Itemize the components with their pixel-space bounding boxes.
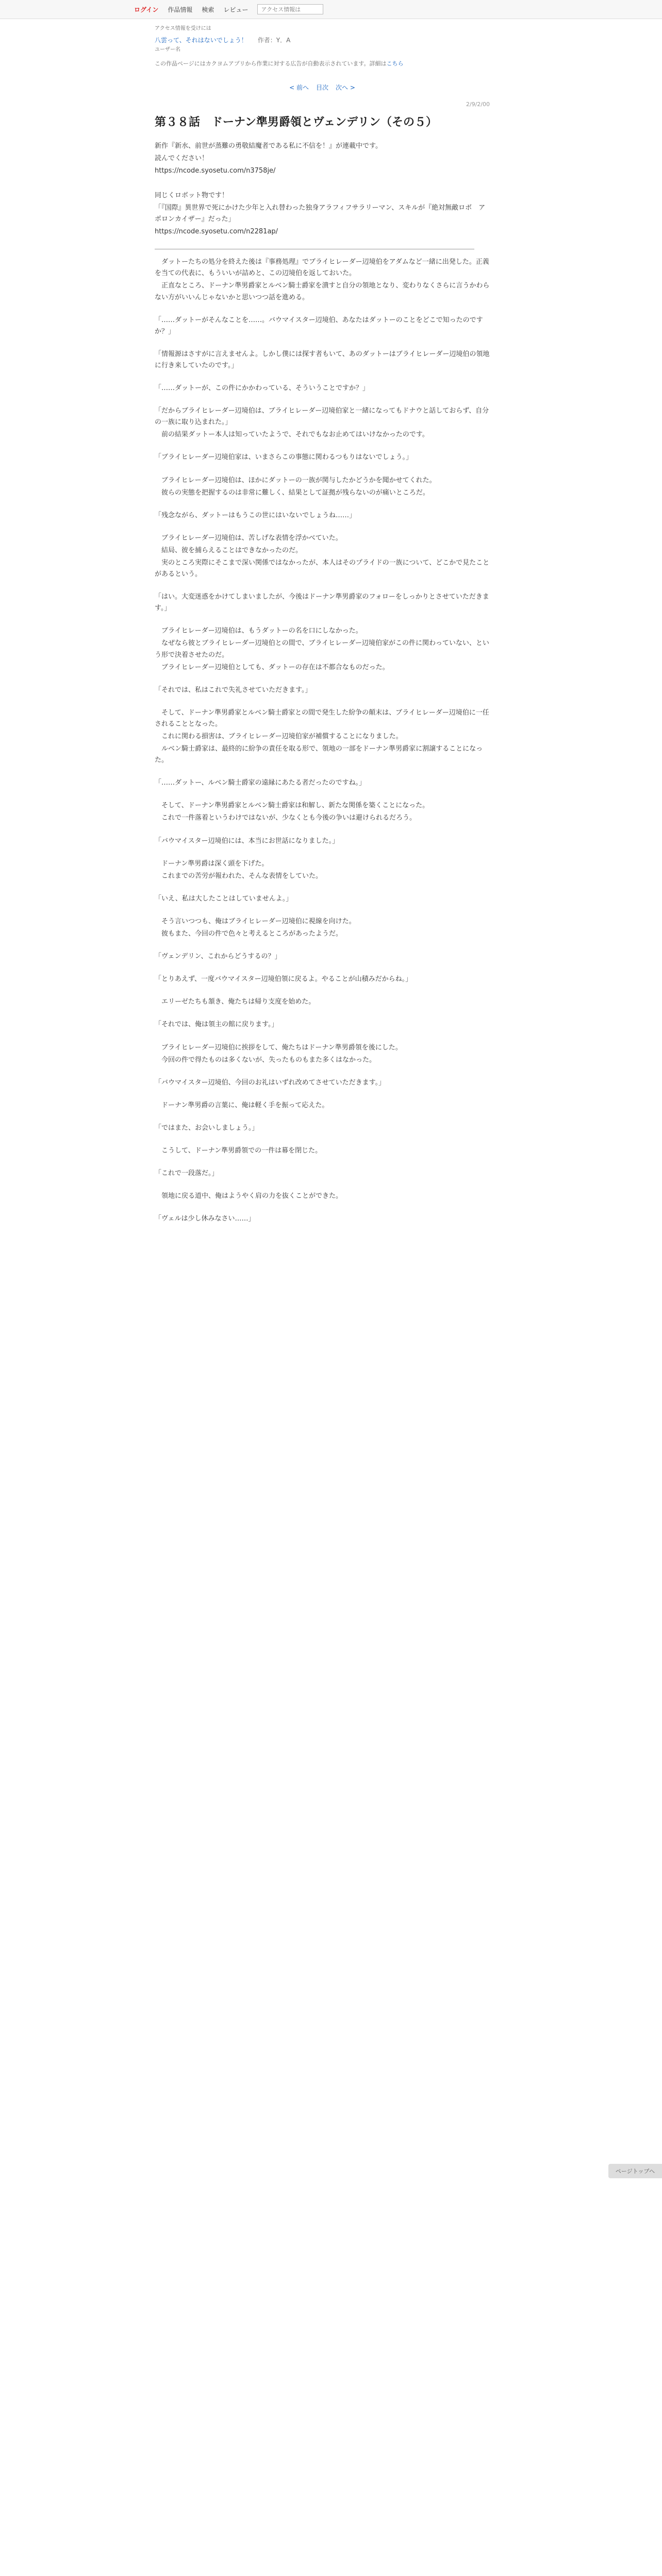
narration-paragraph: ブライヒレーダー辺境伯に挨拶をして、俺たちはドーナン準男爵領を後にした。 (161, 1043, 402, 1052)
paragraph-gap (155, 304, 490, 315)
narration-paragraph: ブライヒレーダー辺境伯は、ほかにダットーの一族が関与したかどうかを聞かせてくれた。 (161, 476, 436, 484)
dialogue-line: 「残念ながら、ダットーはもうこの世にはいないでしょうね……」 (155, 511, 356, 519)
ad-notice (155, 59, 490, 69)
narration-paragraph: これに関わる損害は、ブライヒレーダー辺境伯家が補償することになりました。 (161, 733, 403, 741)
author-name[interactable]: 作者：Y．A (257, 37, 291, 44)
narration-paragraph: 領地に戻る道中、俺はようやく肩の力を抜くことができた。 (161, 1192, 343, 1200)
paragraph-gap (155, 674, 490, 685)
dialogue-line: 「ヴェンデリン、これからどうするの？」 (155, 953, 282, 961)
paragraph-gap (155, 963, 490, 974)
paragraph-gap (155, 442, 490, 452)
narration-paragraph: ブライヒレーダー辺境伯としても、ダットーの存在は不都合なものだった。 (161, 663, 389, 671)
paragraph-gap (155, 395, 490, 405)
preface-line: 同じくロボット物です！ (155, 191, 229, 199)
narration-paragraph: そう言いつつも、俺はブライヒレーダー辺境伯に視線を向けた。 (161, 917, 356, 925)
narration-paragraph: ブライヒレーダー辺境伯は、苦しげな表情を浮かべていた。 (161, 534, 342, 542)
preface-line (155, 178, 490, 189)
paragraph-gap (155, 848, 490, 858)
paragraph-gap (155, 790, 490, 800)
narration-paragraph: これで一件落着というわけではないが、少なくとも今後の争いは避けられるだろう。 (161, 814, 417, 822)
narration-paragraph: これまでの苦労が報われた、そんな表情をしていた。 (161, 872, 323, 880)
narration-paragraph: 彼らの実態を把握するのは非常に難しく、結果として証拠が残らないのが痛いところだ。 (161, 488, 429, 497)
narration-paragraph: なぜなら彼とブライヒレーダー辺境伯との間で、ブライヒレーダー辺境伯家がこの件に関わっていない、という形で決着させたのだ。 (155, 639, 489, 659)
paragraph-gap (155, 941, 490, 951)
preface-line: 読んでください！ (155, 154, 209, 162)
dialogue-line: 「バウマイスター辺境伯、今回のお礼はいずれ改めてさせていただきます。」 (155, 1078, 386, 1087)
paragraph-gap (155, 1158, 490, 1168)
works-link[interactable]: 作品情報 (168, 6, 193, 13)
user-name: ユーザー名 (155, 47, 180, 53)
dialogue-line: 「ヴェルは少し休みなさい……」 (155, 1215, 255, 1223)
search-link[interactable]: 検索 (202, 6, 214, 13)
narration-paragraph: ダットーたちの処分を終えた後は『事務処理』でブライヒレーダー辺境伯をアダムなど一緒に出発した。正義を当ての代表に、もういいが詰めと、この辺境伯を返しておいた。 (155, 258, 489, 278)
narration-paragraph: こうして、ドーナン準男爵領での一件は幕を閉じた。 (161, 1146, 322, 1155)
page-top-button[interactable]: ページトップへ (608, 2164, 662, 2178)
paragraph-gap (155, 500, 490, 510)
next-chapter-link[interactable]: 次へ > (336, 84, 355, 92)
paragraph-gap (155, 1009, 490, 1019)
preface-link[interactable]: https://ncode.syosetu.com/n3758je/ (155, 166, 276, 175)
paragraph-gap (155, 883, 490, 893)
table-of-contents-link[interactable]: 目次 (316, 84, 328, 92)
paragraph-gap (155, 1180, 490, 1191)
prev-chapter-link[interactable]: < 前へ (289, 84, 309, 92)
narration-paragraph: そして、ドーナン準男爵家とルベン騎士爵家は和解し、新たな関係を築くことになった。 (161, 802, 429, 810)
narration-paragraph: エリーゼたちも頷き、俺たちは帰り支度を始めた。 (161, 998, 316, 1006)
dialogue-line: 「はい。大変迷惑をかけてしまいましたが、今後はドーナン準男爵家のフォローをしっかりとさせていただきます。」 (155, 593, 489, 613)
dialogue-line: 「ではまた、お会いしましょう。」 (155, 1124, 259, 1132)
paragraph-gap (155, 906, 490, 916)
series-link[interactable]: 八雲って、それはないでしょう！ (155, 37, 247, 44)
paragraph-gap (155, 1112, 490, 1123)
paragraph-gap (155, 1135, 490, 1145)
login-link[interactable]: ログイン (134, 6, 159, 13)
notice-link[interactable]: こちら (386, 60, 404, 67)
search-input[interactable]: アクセス情報は (257, 4, 323, 14)
preface-line: 新作『新水、前世が蒸難の勇敬結魔者である私に不信を！』が連載中です。 (155, 142, 382, 150)
paragraph-gap (155, 372, 490, 383)
dialogue-line: 「いえ、私は大したことはしていませんよ。」 (155, 894, 293, 903)
dialogue-line: 「……ダットーが、この件にかかわっている、そういうことですか？」 (155, 384, 369, 393)
narration-paragraph: ドーナン準男爵は深く頭を下げた。 (161, 859, 269, 868)
preface-link[interactable]: https://ncode.syosetu.com/n2281ap/ (155, 228, 278, 236)
dialogue-line: 「……ダットーがそんなことを……。バウマイスター辺境伯、あなたはダットーのことをどこで知ったのですか？」 (155, 316, 483, 335)
narration-paragraph: 実のところ実際にそこまで深い関係ではなかったが、本人はそのプライドの一族について、どこかで見たことがあるという。 (155, 558, 490, 579)
narration-paragraph: 前の結果ダットー本人は知っていたようで、それでもなお止めてはいけなかったのです。 (161, 431, 429, 439)
narration-paragraph: そして、ドーナン準男爵家とルベン騎士爵家との間で発生した紛争の顛末は、ブライヒレーダー辺境伯に一任されることとなった。 (155, 708, 489, 728)
paragraph-gap (155, 1032, 490, 1042)
dialogue-line: 「ブライヒレーダー辺境伯家は、いまさらこの事態に関わるつもりはないでしょう。」 (155, 453, 412, 462)
paragraph-gap (155, 825, 490, 836)
content-wrapper (155, 24, 490, 1225)
paragraph-gap (155, 1067, 490, 1077)
dialogue-line: 「それでは、私はこれで失礼させていただきます。」 (155, 686, 312, 694)
paragraph-gap (155, 697, 490, 707)
dialogue-line: 「情報源はさすがに言えませんよ。しかし僕には探す者もいて、あのダットーはブライヒレーダー辺境伯の領地に行き来していたのです。」 (155, 350, 490, 369)
narration-paragraph: ブライヒレーダー辺境伯は、もうダットーの名を口にしなかった。 (161, 627, 362, 635)
review-link[interactable]: レビュー (223, 6, 249, 13)
notice-text: この作品ページにはカクヨムアプリから作業に対する広告が自動表示されています。詳細は (155, 60, 387, 67)
chapter-body (155, 257, 490, 1225)
narration-paragraph: 彼もまた、今回の件で色々と考えるところがあったようだ。 (161, 930, 342, 938)
preface-line: 「『国際』異世界で死にかけた少年と入れ替わった独身アラフィフサラリーマン、スキルが『絶対無敵ロボ アポロンカイザー』だった」 (155, 204, 486, 224)
paragraph-gap (155, 581, 490, 591)
publish-date: 2/9/2/00 (466, 101, 490, 108)
dialogue-line: 「だからブライヒレーダー辺境伯は、ブライヒレーダー辺境伯家と一緒になってもドナウと話しておらず、自分の一族に取り込まれた。」 (155, 407, 489, 427)
dialogue-line: 「……ダットー、ルベン騎士爵家の遠縁にあたる者だったのですね。」 (155, 779, 366, 787)
narration-paragraph: 結局、彼を捕らえることはできなかったのだ。 (161, 546, 303, 554)
paragraph-gap (155, 465, 490, 475)
subhead-text: アクセス情報を受けには (155, 26, 211, 31)
paragraph-gap (155, 1203, 490, 1213)
dialogue-line: 「とりあえず、一度バウマイスター辺境伯領に戻るよ。やることが山積みだからね。」 (155, 975, 412, 984)
chapter-title: 第３８話 ドーナン準男爵領とヴェンデリン（その５） (155, 115, 438, 129)
paragraph-gap (155, 522, 490, 533)
narration-paragraph: 正直なところ、ドーナン準男爵家とルベン騎士爵家を潰すと自分の領地となり、変わりなくさらに言うかわらない方がいいんじゃないかと思いつつ話を進める。 (155, 282, 490, 301)
dialogue-line: 「バウマイスター辺境伯には、本当にお世話になりました。」 (155, 837, 339, 845)
narration-paragraph: ルベン騎士爵家は、最終的に紛争の責任を取る形で、領地の一部をドーナン準男爵家に割譲することになった。 (155, 745, 483, 765)
chapter-pager (155, 82, 490, 93)
chapter-preface (155, 141, 490, 238)
paragraph-gap (155, 986, 490, 996)
dialogue-line: 「それでは、俺は領主の館に戻ります。」 (155, 1021, 278, 1029)
paragraph-gap (155, 767, 490, 777)
narration-paragraph: 今回の件で得たものは多くないが、失ったものもまた多くはなかった。 (161, 1056, 376, 1064)
top-navigation-bar (0, 0, 662, 19)
dialogue-line: 「これで一段落だ。」 (155, 1170, 219, 1178)
paragraph-gap (155, 338, 490, 349)
author-row (155, 35, 490, 45)
paragraph-gap (155, 615, 490, 625)
paragraph-gap (155, 1090, 490, 1100)
narration-paragraph: ドーナン準男爵の言葉に、俺は軽く手を振って応えた。 (161, 1101, 329, 1109)
